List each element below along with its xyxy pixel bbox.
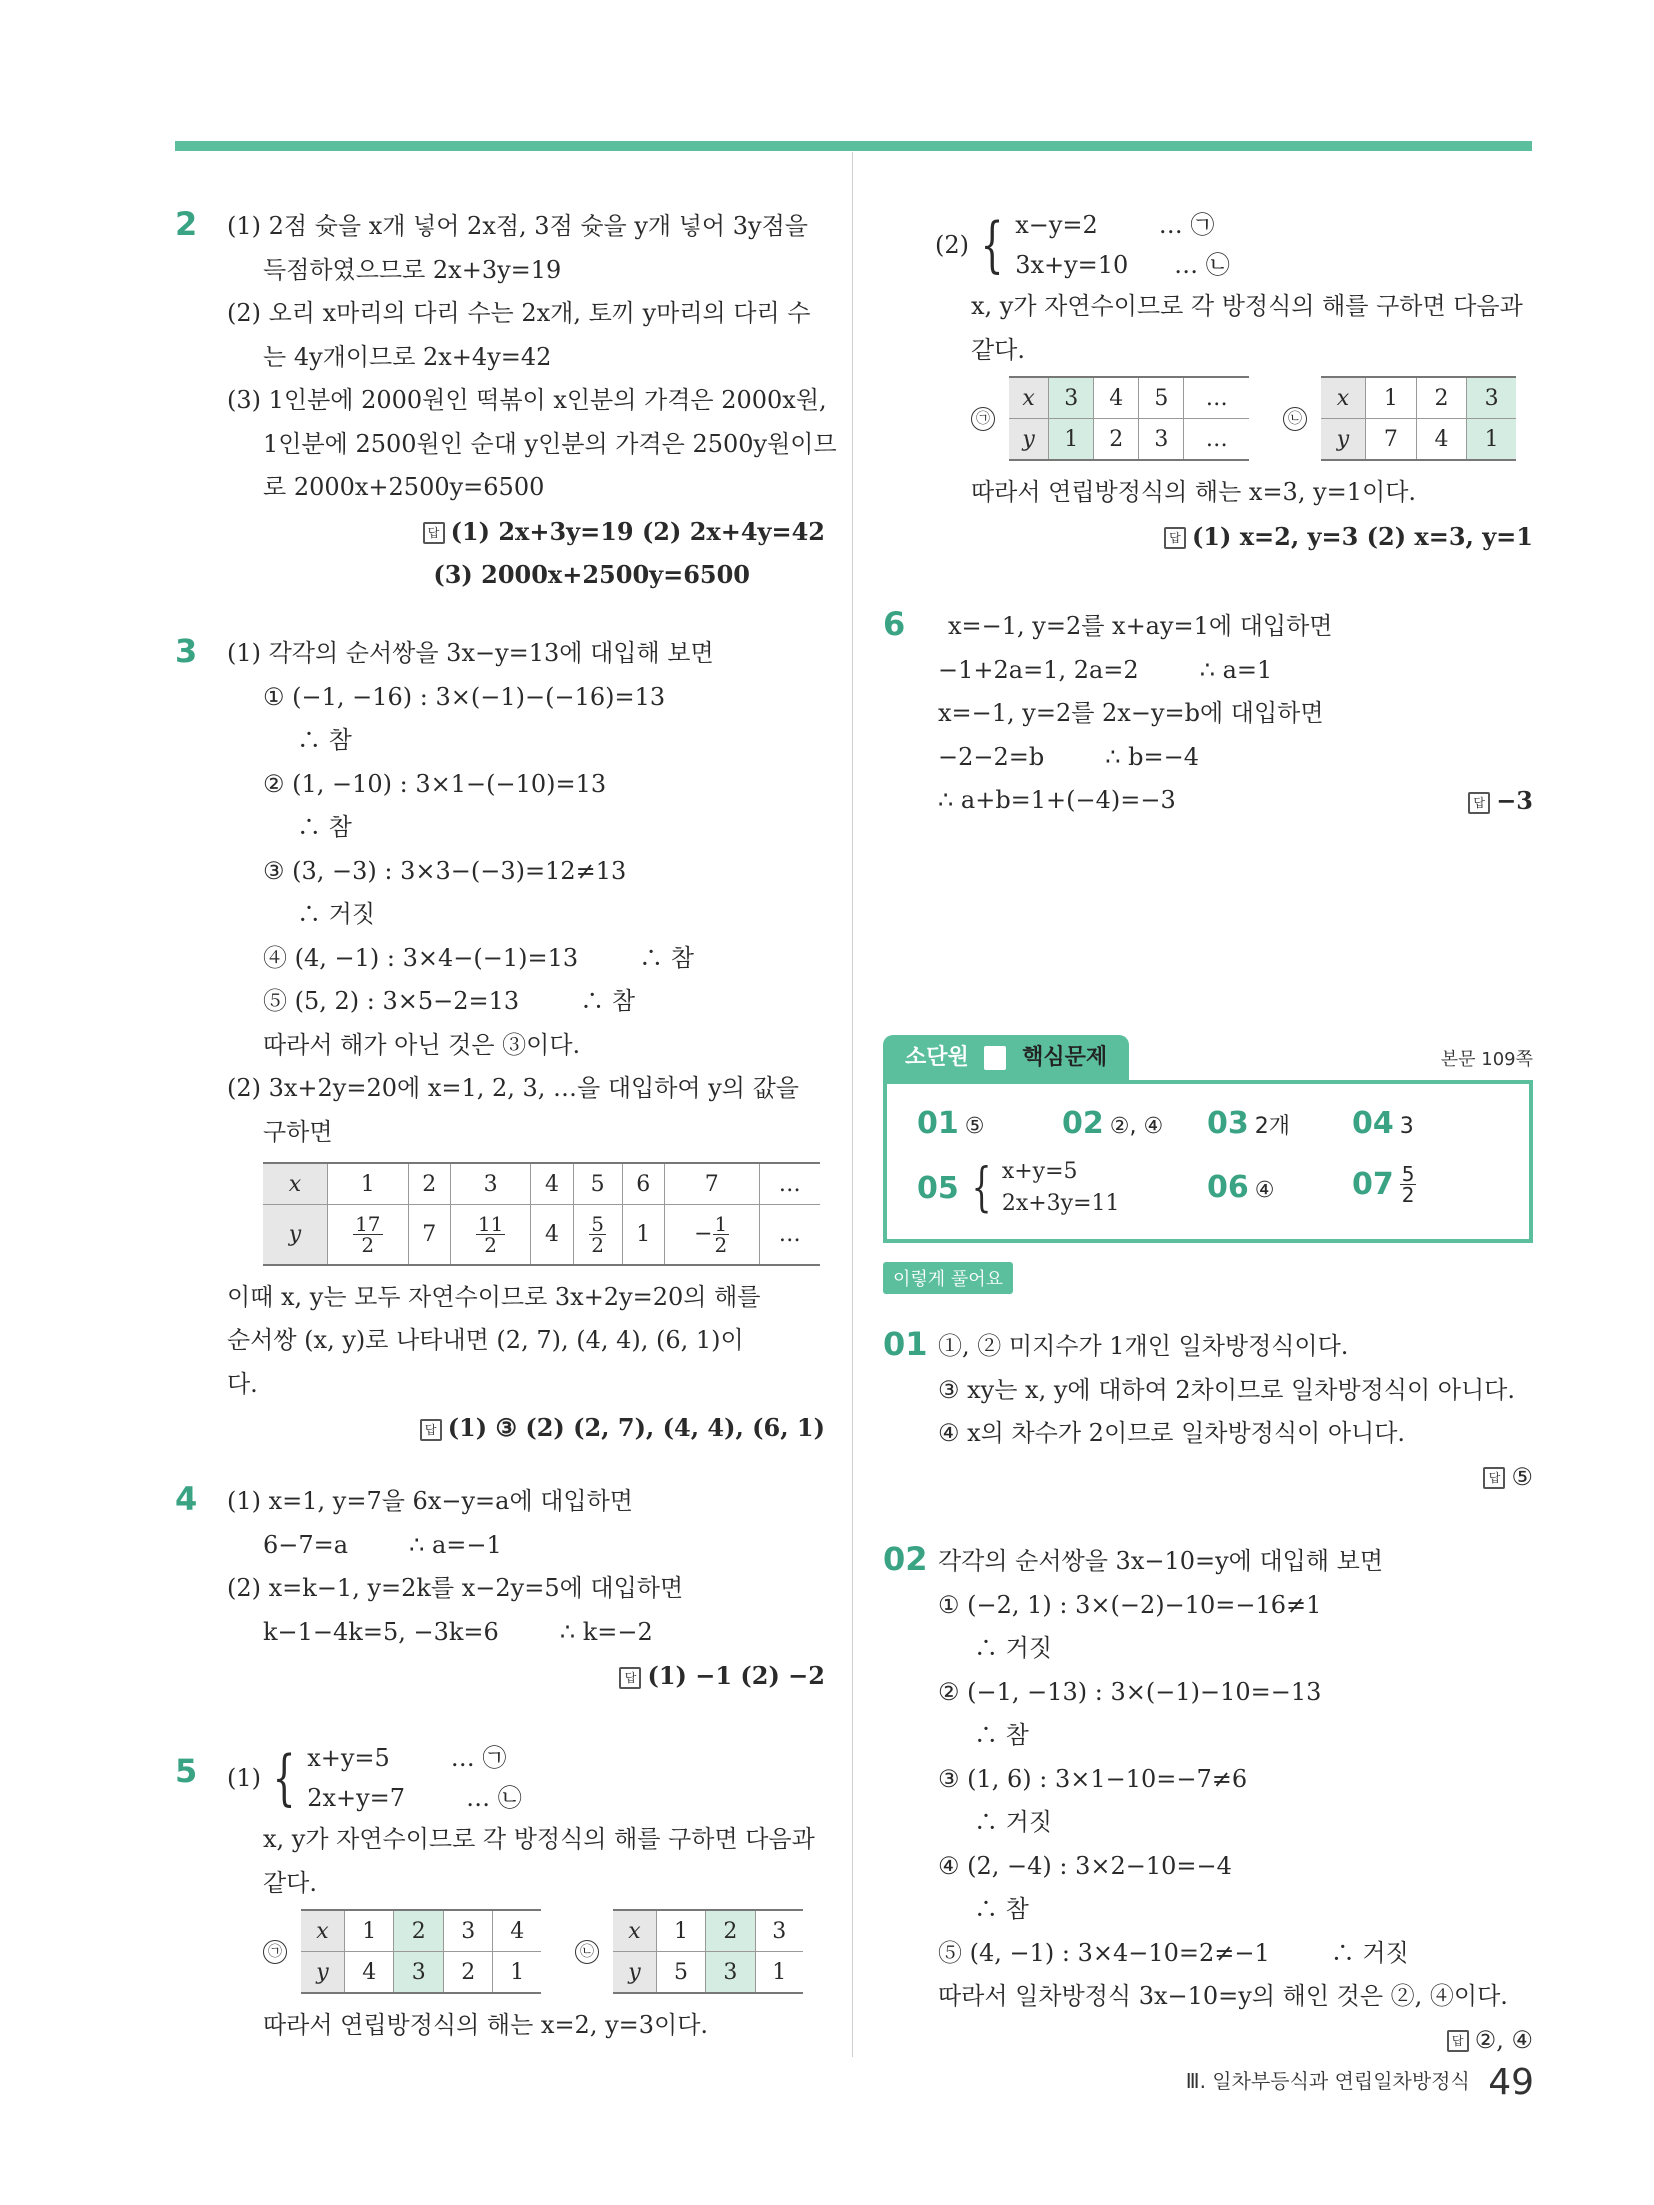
line: ④ (2, −4) : 3×2−10=−4 <box>938 1851 1232 1880</box>
line: (2) x=k−1, y=2k를 x−2y=5에 대입하면 <box>227 1574 684 1602</box>
line: 각각의 순서쌍을 3x−10=y에 대입해 보면 <box>938 1547 1384 1575</box>
line: x=−1, y=2를 x+ay=1에 대입하면 <box>948 612 1333 640</box>
table-cell: − $\frac{1}{2}$ <box>664 1205 759 1265</box>
sub-label: (1) <box>227 1764 261 1792</box>
line: (3) 1인분에 2000원인 떡볶이 x인분의 가격은 2000x원, <box>227 386 827 414</box>
line: x, y가 자연수이므로 각 방정식의 해를 구하면 다음과 <box>971 292 1523 320</box>
problem-number: 5 <box>175 1752 198 1790</box>
table-cell: 1 <box>493 1952 541 1994</box>
table-cell: 4 <box>1094 377 1139 419</box>
line: x, y가 자연수이므로 각 방정식의 해를 구하면 다음과 <box>263 1825 815 1853</box>
table-cell: y <box>1009 419 1049 461</box>
table-cell: 2 <box>706 1910 755 1952</box>
problem-number: 02 <box>883 1540 928 1578</box>
problem-number: 01 <box>883 1325 928 1363</box>
table-cell: 1 <box>1049 419 1094 461</box>
table-cell: 3 <box>443 1910 492 1952</box>
table-cell: x <box>1009 377 1049 419</box>
table-cell: 2 <box>443 1952 492 1994</box>
table-cell: 1 <box>1366 377 1417 419</box>
table-cell: 3 <box>706 1952 755 1994</box>
answer: 답 (1) ③ (2) (2, 7), (4, 4), (6, 1) <box>227 1406 825 1450</box>
label-circle: ㉠ <box>971 407 995 431</box>
solution-table <box>263 1162 820 1266</box>
table-cell: 4 <box>531 1205 573 1265</box>
answer-item: 01 ⑤ <box>917 1106 985 1141</box>
fraction: $\frac{5}{2}$ <box>591 1211 604 1257</box>
line: k−1−4k=5, −3k=6 ∴ k=−2 <box>263 1617 653 1646</box>
line: ③ (1, 6) : 3×1−10=−7≠6 <box>938 1764 1248 1793</box>
table-cell: 1 <box>656 1910 705 1952</box>
chapter-title: Ⅲ. 일차부등식과 연립일차방정식 <box>1185 2069 1470 2093</box>
line: 따라서 연립방정식의 해는 x=3, y=1이다. <box>971 478 1417 506</box>
table-cell: 1 <box>622 1205 664 1265</box>
table-cell: x <box>1321 377 1366 419</box>
table-cell: 7 <box>1366 419 1417 461</box>
line: ∴ a+b=1+(−4)=−3 답 −3 <box>938 779 1533 823</box>
line: 6−7=a ∴ a=−1 <box>263 1530 502 1559</box>
table-cell: … <box>1184 377 1249 419</box>
line: ④ (4, −1) : 3×4−(−1)=13 ∴ 참 <box>263 943 694 972</box>
answer-item: 07 $\frac{5}{2}$ <box>1352 1162 1415 1207</box>
core-problems-tab: 소단원 핵심문제 <box>883 1035 1129 1080</box>
line: 따라서 일차방정식 3x−10=y의 해인 것은 ②, ④이다. <box>938 1982 1508 2010</box>
table-cell: 2 <box>1416 377 1467 419</box>
solution-tag: 이렇게 풀어요 <box>883 1262 1013 1294</box>
problem-number: 2 <box>175 205 198 243</box>
line: 로 2000x+2500y=6500 <box>263 473 545 501</box>
table-cell: 3 <box>394 1952 443 1994</box>
line: (2) 3x+2y=20에 x=1, 2, 3, …을 대입하여 y의 값을 <box>227 1074 799 1102</box>
problem-number: 4 <box>175 1480 198 1518</box>
core-answers-box <box>883 1080 1533 1243</box>
equation-system <box>935 205 1230 285</box>
line: ∴ 참 <box>297 726 352 754</box>
page-footer <box>1186 2062 1534 2103</box>
line: ∴ 참 <box>974 1895 1029 1923</box>
equation-system <box>227 1738 522 1818</box>
table-cell: 3 <box>755 1910 803 1952</box>
table-cell: 1 <box>1467 419 1516 461</box>
table-header-cell: x <box>263 1163 328 1205</box>
fraction: $\frac{17}{2}$ <box>355 1211 381 1257</box>
answer: (3) 2000x+2500y=6500 <box>433 560 750 589</box>
brace-icon: { <box>980 210 1004 280</box>
answer: 답 (1) −1 (2) −2 <box>227 1654 825 1698</box>
core-problems-header <box>883 1035 1533 1080</box>
line: −2−2=b ∴ b=−4 <box>938 742 1200 771</box>
line: ③ xy는 x, y에 대하여 2차이므로 일차방정식이 아니다. <box>938 1375 1515 1404</box>
answer: 답 (1) x=2, y=3 (2) x=3, y=1 <box>935 515 1533 559</box>
page-reference: 본문 109쪽 <box>1440 1049 1533 1070</box>
document-icon <box>984 1046 1006 1070</box>
line: (2) 오리 x마리의 다리 수는 2x개, 토끼 y마리의 다리 수 <box>227 299 811 327</box>
table-cell: … <box>1184 419 1249 461</box>
answer-item: 02 ②, ④ <box>1062 1106 1164 1141</box>
answer-mark-icon: 답 <box>1164 527 1186 549</box>
table-cell <box>573 1205 622 1265</box>
equation: 3x+y=10 … ㉡ <box>1015 251 1230 279</box>
answer-mark-icon: 답 <box>420 1419 442 1441</box>
page-number: 49 <box>1488 2062 1534 2103</box>
table-cell: y <box>1321 419 1366 461</box>
answer: 답 ②, ④ <box>938 2019 1533 2063</box>
answer-mark-icon: 답 <box>619 1667 641 1689</box>
line: ∴ 거짓 <box>974 1808 1052 1836</box>
line: (1) 각각의 순서쌍을 3x−y=13에 대입해 보면 <box>227 639 714 667</box>
table-cell: 4 <box>1416 419 1467 461</box>
table-cell: 5 <box>656 1952 705 1994</box>
line: 같다. <box>263 1868 317 1897</box>
table-cell: 3 <box>1049 377 1094 419</box>
line: ∴ 거짓 <box>974 1634 1052 1662</box>
table-cell <box>450 1205 531 1265</box>
answer: 답 −3 <box>1468 779 1533 824</box>
fraction: $\frac{5}{2}$ <box>1401 1162 1415 1207</box>
table-header-cell: y <box>263 1205 328 1265</box>
line: 다. <box>227 1369 258 1398</box>
table-cell: 7 <box>408 1205 450 1265</box>
label-circle: ㉡ <box>1283 407 1307 431</box>
table-cell: 1 <box>328 1163 409 1205</box>
line: 1인분에 2500원인 순대 y인분의 가격은 2500y원이므 <box>263 429 837 458</box>
solution-table <box>1009 376 1249 461</box>
table-cell: … <box>759 1163 820 1205</box>
answer: 답 ⑤ <box>938 1456 1533 1500</box>
table-cell: 5 <box>573 1163 622 1205</box>
solution-table <box>301 1909 541 1994</box>
line: 따라서 연립방정식의 해는 x=2, y=3이다. <box>263 2011 709 2039</box>
fraction: $\frac{1}{2}$ <box>714 1211 728 1257</box>
line: ∴ 참 <box>297 813 352 841</box>
line: ∴ 거짓 <box>297 900 375 928</box>
table-cell: y <box>613 1952 656 1994</box>
answer-item: 05 { x+y=5 2x+3y=11 <box>917 1158 1120 1218</box>
table-cell: 6 <box>622 1163 664 1205</box>
line: ①, ② 미지수가 1개인 일차방정식이다. <box>938 1332 1349 1360</box>
label-circle: ㉠ <box>263 1940 287 1964</box>
table-cell: 4 <box>531 1163 573 1205</box>
line: 구하면 <box>263 1117 333 1146</box>
table-cell: 7 <box>664 1163 759 1205</box>
table-cell: 4 <box>493 1910 541 1952</box>
equation: x−y=2 … ㉠ <box>1015 211 1215 239</box>
answer: 답 (1) 2x+3y=19 (2) 2x+4y=42 <box>227 510 825 554</box>
equation: x+y=5 … ㉠ <box>307 1744 507 1772</box>
line: ⑤ (5, 2) : 3×5−2=13 ∴ 참 <box>263 987 636 1015</box>
table-cell: 5 <box>1139 377 1184 419</box>
table-cell: y <box>301 1952 344 1994</box>
answer-mark-icon: 답 <box>1468 792 1490 814</box>
sub-label: (2) <box>935 231 969 259</box>
line: 는 4y개이므로 2x+4y=42 <box>263 342 552 371</box>
table-cell: 3 <box>1139 419 1184 461</box>
line: ② (1, −10) : 3×1−(−10)=13 <box>263 769 607 798</box>
line: ∴ 참 <box>974 1721 1029 1749</box>
line: 따라서 해가 아닌 것은 ③이다. <box>263 1030 581 1059</box>
problem-number: 3 <box>175 632 198 670</box>
table-cell <box>328 1205 409 1265</box>
equation: 2x+y=7 … ㉡ <box>307 1784 522 1812</box>
line: ③ (3, −3) : 3×3−(−3)=12≠13 <box>263 856 627 885</box>
table-cell: 2 <box>394 1910 443 1952</box>
line: ⑤ (4, −1) : 3×4−10=2≠−1 ∴ 거짓 <box>938 1938 1409 1967</box>
table-cell: 4 <box>344 1952 393 1994</box>
table-cell: 2 <box>1094 419 1139 461</box>
table-cell: 1 <box>344 1910 393 1952</box>
line: 득점하였으므로 2x+3y=19 <box>263 255 562 284</box>
table-cell: 3 <box>1467 377 1516 419</box>
answer-item: 03 2개 <box>1207 1106 1290 1141</box>
line: (1) 2점 슛을 x개 넣어 2x점, 3점 슛을 y개 넣어 3y점을 <box>227 212 808 240</box>
fraction: $\frac{11}{2}$ <box>477 1211 504 1257</box>
answer-item: 06 ④ <box>1207 1170 1275 1205</box>
table-cell: … <box>759 1205 820 1265</box>
line: ① (−1, −16) : 3×(−1)−(−16)=13 <box>263 682 666 711</box>
answer-mark-icon: 답 <box>1447 2030 1469 2052</box>
line: 이때 x, y는 모두 자연수이므로 3x+2y=20의 해를 <box>227 1282 761 1311</box>
line: 순서쌍 (x, y)로 나타내면 (2, 7), (4, 4), (6, 1)이 <box>227 1326 744 1354</box>
top-accent-bar <box>175 141 1532 151</box>
table-cell: 2 <box>408 1163 450 1205</box>
line: 같다. <box>971 335 1025 364</box>
table-cell: 1 <box>755 1952 803 1994</box>
table-cell: 3 <box>450 1163 531 1205</box>
brace-icon: { <box>272 1743 296 1813</box>
line: ② (−1, −13) : 3×(−1)−10=−13 <box>938 1677 1322 1706</box>
answer-item: 04 3 <box>1352 1106 1414 1141</box>
answer-mark-icon: 답 <box>423 522 445 544</box>
solution-table <box>1321 376 1516 461</box>
solution-table <box>613 1909 803 1994</box>
problem-number: 6 <box>883 605 906 643</box>
label-circle: ㉡ <box>575 1940 599 1964</box>
column-divider <box>852 152 853 2057</box>
answer-mark-icon: 답 <box>1483 1467 1505 1489</box>
line: x=−1, y=2를 2x−y=b에 대입하면 <box>938 699 1324 727</box>
line: −1+2a=1, 2a=2 ∴ a=1 <box>938 655 1273 684</box>
table-cell: x <box>301 1910 344 1952</box>
line: ④ x의 차수가 2이므로 일차방정식이 아니다. <box>938 1419 1406 1447</box>
line: (1) x=1, y=7을 6x−y=a에 대입하면 <box>227 1487 633 1515</box>
line: ① (−2, 1) : 3×(−2)−10=−16≠1 <box>938 1590 1322 1619</box>
table-cell: x <box>613 1910 656 1952</box>
